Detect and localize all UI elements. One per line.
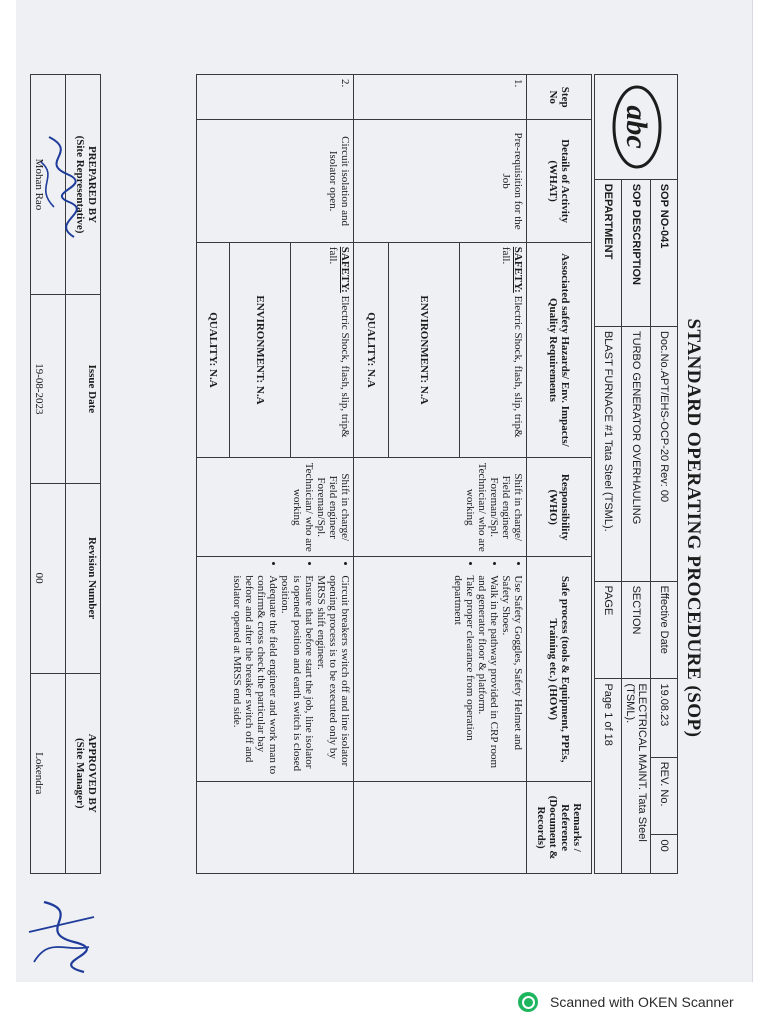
page-value: Page 1 of 18 — [595, 679, 622, 874]
step-number: 1. — [354, 75, 527, 120]
safety-label: SAFETY: — [512, 246, 524, 293]
approved-by-name: Lokendra — [31, 673, 66, 873]
hazard-environment: ENVIRONMENT: N.A — [389, 242, 460, 457]
list-item: • Take proper clearance from operation department — [452, 575, 476, 777]
sop-description: TURBO GENERATOR OVERHAULING — [622, 326, 651, 581]
table-row — [460, 75, 527, 874]
scanner-text: Scanned with OKEN Scanner — [550, 994, 734, 1010]
section-value: ELECTRICAL MAINT. Tata Steel (TSML). — [622, 679, 651, 874]
safety-text: Electric Shock, flash, slip, trip& fall. — [327, 246, 351, 438]
hazard-safety — [291, 242, 354, 457]
step-safe-process — [354, 557, 527, 782]
scanner-watermark — [518, 991, 734, 1013]
col-hazards-header: Associated safety Hazards/ Env. Impacts/ Quality Requirements — [527, 242, 592, 457]
col-how-header: Safe process (tools & Equipment, PPEs, Training etc.) (HOW) — [527, 557, 592, 782]
step-activity: Circuit isolation and Isolator open. — [197, 120, 354, 242]
approved-by-role: (Site Manager) — [74, 737, 86, 809]
step-remarks — [354, 782, 527, 874]
document-title: STANDARD OPERATING PROCEDURE (SOP) — [683, 318, 704, 738]
how-list — [452, 561, 524, 777]
list-item: • Use Safety Goggles, Safety Helmet and Safety Shoes. — [500, 575, 524, 777]
effective-date: 19.08.23 — [651, 679, 678, 757]
prepared-by-role: (Site Representative) — [74, 135, 86, 234]
revision-number-value: 00 — [31, 483, 66, 673]
step-responsibility: Shift in charge/ Field engineer Foreman/Spl. Technician/ who are working — [354, 458, 527, 557]
list-item: • Adequate the field engineer and work man to confirm& cross check the particular bay before and after the breaker switch off and isolator opened at MRSS end side. — [231, 575, 279, 777]
prepared-by-signature — [29, 132, 89, 242]
list-item: • Walk in the pathway provided in CRP room and generator floor & platform. — [476, 575, 500, 777]
hazard-safety — [460, 242, 527, 457]
step-responsibility: Shift in charge/ Field engineer Foreman/Spl. Technician/ who are working — [197, 458, 354, 557]
hazard-environment: ENVIRONMENT: N.A — [230, 242, 291, 457]
step-remarks — [197, 782, 354, 874]
issue-date-value: 19-08-2023 — [31, 294, 66, 483]
approved-by-cell — [66, 673, 101, 873]
prepared-by-name: Mohan Rao — [31, 75, 66, 295]
hazard-quality: QUALITY: N.A — [197, 242, 230, 457]
rev-no-label: REV. No. — [651, 757, 678, 835]
safety-label: SAFETY: — [339, 246, 351, 293]
step-activity: Pre-requisition for the Job — [354, 120, 527, 242]
col-remarks-header: Remarks / Reference (Document & Records) — [527, 782, 592, 874]
department-label: DEPARTMENT — [595, 179, 622, 326]
step-number: 2. — [197, 75, 354, 120]
prepared-by-label: PREPARED BY — [86, 145, 98, 224]
effective-date-label: Effective Date — [651, 581, 678, 679]
sop-no-label: SOP NO-041 — [651, 179, 678, 326]
safety-text: Electric Shock, flash, slip, trip& fall. — [500, 246, 524, 438]
page-label: PAGE — [595, 581, 622, 679]
doc-no: Doc.No.APT/EHS-OCP-20 Rev: 00 — [651, 326, 678, 581]
issue-date-label: Issue Date — [66, 294, 101, 483]
rev-no: 00 — [651, 835, 678, 874]
oken-scanner-logo-icon — [518, 992, 538, 1012]
approved-by-signature — [24, 892, 104, 982]
col-who-header: Responsibility (WHO) — [527, 458, 592, 557]
how-list — [231, 561, 351, 777]
list-item: • Circuit breakers switch off and line isolator opening process is to be executed only by MRSS shift engineer. — [315, 575, 351, 777]
logo-text: abc — [620, 105, 654, 149]
company-logo-cell — [595, 75, 678, 180]
sop-steps-table — [196, 74, 592, 874]
table-row — [291, 75, 354, 874]
list-item: • Ensure that before start the job, line isolator is opened position and earth switch is closed position. — [279, 575, 315, 777]
sop-description-label: SOP DESCRIPTION — [622, 179, 651, 326]
department-value: BLAST FURNACE #1 Tata Steel (TSML). — [595, 326, 622, 581]
sop-document — [0, 22, 704, 1034]
col-what-header: Details of Activity (WHAT) — [527, 120, 592, 242]
sop-header-table — [594, 74, 678, 874]
col-step-header: Step No — [527, 75, 592, 120]
company-logo — [612, 84, 664, 170]
revision-number-label: Revision Number — [66, 483, 101, 673]
hazard-quality: QUALITY: N.A — [354, 242, 389, 457]
approved-by-label: APPROVED BY — [86, 733, 98, 813]
step-safe-process — [197, 557, 354, 782]
section-label: SECTION — [622, 581, 651, 679]
